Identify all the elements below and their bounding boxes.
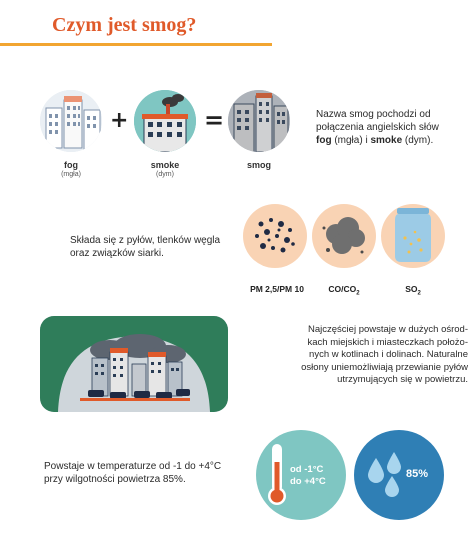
co-label-text: CO/CO	[328, 284, 357, 294]
smog-word: smog	[246, 160, 271, 170]
smoke-label	[134, 160, 196, 178]
sulfur-jar-icon	[381, 204, 445, 268]
co-label-subscript: 2	[356, 290, 360, 297]
valley-illustration	[40, 316, 228, 412]
humidity-value: 85%	[406, 468, 429, 480]
conditions-line-2: przy wilgotności powietrza 85%.	[44, 474, 186, 485]
humidity-circle	[354, 430, 444, 520]
location-line-1: Najczęściej powstaje w dużych ośrod-	[308, 324, 468, 335]
co-label	[312, 284, 376, 297]
smog-label	[228, 160, 290, 170]
temperature-circle	[256, 430, 346, 520]
pm-particles-icon	[243, 204, 307, 268]
fog-translation: (mgła)	[61, 171, 81, 178]
water-drops-icon	[364, 450, 408, 500]
co-cloud-icon	[312, 204, 376, 268]
location-line-2: kach miejskich i miasteczkach położo-	[307, 336, 468, 348]
temperature-min: od -1°C	[290, 464, 324, 475]
smoke-translation: (dym)	[156, 171, 174, 178]
equals-sign: =	[204, 106, 225, 134]
origin-fog-word: fog	[316, 135, 332, 146]
plus-sign: +	[110, 108, 129, 133]
fog-illustration	[40, 90, 102, 152]
conditions-line-1: Powstaje w temperaturze od -1 do +4°C	[44, 461, 222, 472]
temperature-range	[290, 464, 326, 488]
title-underline	[0, 43, 272, 46]
smoke-word: smoke	[150, 160, 180, 170]
origin-line-1: Nazwa smog pochodzi od	[316, 109, 431, 120]
origin-fog-translation: (mgła) i	[331, 135, 371, 146]
location-text	[258, 324, 468, 387]
origin-smoke-word: smoke	[370, 135, 403, 146]
fog-word: fog	[64, 160, 78, 170]
fog-label	[40, 160, 102, 178]
origin-line-2: połączenia angielskich słów	[316, 122, 439, 133]
composition-line-2: oraz związków siarki.	[70, 248, 164, 259]
composition-line-1: Składa się z pyłów, tlenków węgla	[70, 235, 221, 246]
page-title: Czym jest smog?	[52, 14, 197, 36]
location-line-3: nych w kotlinach i dolinach. Naturalne	[309, 349, 468, 360]
smog-illustration	[228, 90, 290, 152]
origin-smoke-translation: (dym).	[402, 135, 434, 146]
thermometer-icon	[266, 442, 288, 508]
origin-text	[316, 108, 466, 147]
location-line-4: osłony uniemożliwiają przewianie pyłów	[301, 361, 468, 373]
so-label	[381, 284, 445, 297]
conditions-text	[44, 460, 244, 486]
so-label-subscript: 2	[417, 290, 421, 297]
composition-text	[70, 234, 250, 260]
temperature-max: do +4°C	[290, 476, 326, 487]
pm-label: PM 2,5/PM 10	[250, 284, 304, 294]
smoke-illustration	[134, 90, 196, 152]
so-label-text: SO	[405, 284, 418, 294]
location-line-5: utrzymujących się w powietrzu.	[337, 374, 468, 385]
